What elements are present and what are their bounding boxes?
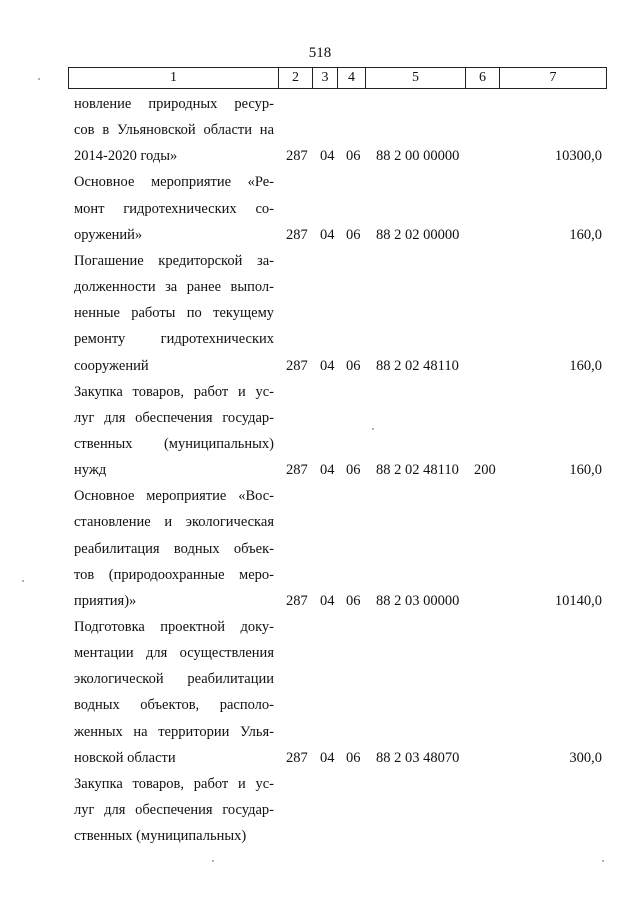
row-text-line: тов (природоохранные меро-	[74, 566, 274, 583]
row-cell-c2: 287	[286, 462, 308, 479]
row-text-line: ственных (муниципальных)	[74, 828, 247, 845]
header-col-2: 2	[279, 68, 313, 89]
row-cell-c5: 88 2 03 00000	[376, 592, 460, 609]
row-cell-c7: 10300,0	[554, 148, 602, 165]
page-number: 518	[308, 45, 332, 61]
row-cell-c4: 06	[346, 592, 361, 609]
row-text-line: женных на территории Улья-	[74, 723, 274, 740]
scan-speck	[602, 860, 604, 862]
row-cell-c2: 287	[286, 357, 308, 374]
row-cell-c7: 160,0	[569, 462, 602, 479]
row-text-line: луг для обеспечения государ-	[74, 409, 274, 426]
row-text-line: реабилитация водных объек-	[74, 540, 274, 557]
row-text-line: 2014-2020 годы»	[74, 148, 178, 165]
scan-speck	[38, 78, 40, 80]
row-text-line: сов в Ульяновской области на	[74, 122, 274, 139]
row-text-line: долженности за ранее выпол-	[74, 279, 274, 296]
row-text-line: новской области	[74, 749, 176, 766]
row-cell-c5: 88 2 02 48110	[376, 357, 459, 374]
row-text-line: сооружений	[74, 357, 149, 374]
row-text-line: ненные работы по текущему	[74, 305, 274, 322]
row-cell-c3: 04	[320, 148, 335, 165]
row-cell-c7: 10140,0	[554, 592, 602, 609]
header-col-3: 3	[313, 68, 338, 89]
row-cell-c7: 160,0	[569, 226, 602, 243]
row-cell-c5: 88 2 02 00000	[376, 226, 460, 243]
row-text-line: Закупка товаров, работ и ус-	[74, 775, 274, 792]
row-text-line: Закупка товаров, работ и ус-	[74, 383, 274, 400]
row-text-line: ремонту гидротехнических	[74, 331, 274, 348]
row-text-line: Основное мероприятие «Ре-	[74, 174, 274, 191]
row-text-line: приятия)»	[74, 592, 137, 609]
row-cell-c2: 287	[286, 226, 308, 243]
row-cell-c4: 06	[346, 226, 361, 243]
header-col-6: 6	[466, 68, 500, 89]
scan-speck	[372, 428, 374, 430]
row-text-line: оружений»	[74, 226, 143, 243]
header-col-5: 5	[366, 68, 466, 89]
row-cell-c7: 300,0	[569, 749, 602, 766]
row-text-line: ственных (муниципальных)	[74, 435, 274, 452]
row-cell-c6: 200	[474, 462, 496, 479]
row-cell-c2: 287	[286, 749, 308, 766]
row-cell-c4: 06	[346, 357, 361, 374]
row-text-line: Подготовка проектной доку-	[74, 619, 274, 635]
row-text-line: Основное мероприятие «Вос-	[74, 488, 274, 505]
row-text-line: луг для обеспечения государ-	[74, 802, 274, 819]
header-col-1: 1	[69, 68, 279, 89]
row-cell-c5: 88 2 02 48110	[376, 462, 459, 479]
header-col-7: 7	[500, 68, 607, 89]
scan-speck	[22, 580, 24, 582]
row-text-line: новление природных ресур-	[74, 96, 274, 112]
row-cell-c4: 06	[346, 462, 361, 479]
row-cell-c3: 04	[320, 357, 335, 374]
row-cell-c5: 88 2 03 48070	[376, 749, 460, 766]
row-text-line: нужд	[74, 462, 107, 479]
row-text-line: экологической реабилитации	[74, 671, 274, 688]
row-text-line: ментации для осуществления	[74, 645, 274, 662]
row-text-line: становление и экологическая	[74, 514, 274, 531]
row-cell-c3: 04	[320, 592, 335, 609]
header-col-4: 4	[338, 68, 366, 89]
row-cell-c3: 04	[320, 226, 335, 243]
row-text-line: водных объектов, располо-	[74, 697, 274, 714]
row-cell-c2: 287	[286, 148, 308, 165]
row-cell-c2: 287	[286, 592, 308, 609]
row-cell-c4: 06	[346, 148, 361, 165]
row-text-line: Погашение кредиторской за-	[74, 252, 274, 269]
row-cell-c3: 04	[320, 462, 335, 479]
row-cell-c5: 88 2 00 00000	[376, 148, 460, 165]
row-cell-c7: 160,0	[569, 357, 602, 374]
row-text-line: монт гидротехнических со-	[74, 200, 274, 217]
row-cell-c4: 06	[346, 749, 361, 766]
row-cell-c3: 04	[320, 749, 335, 766]
scan-speck	[212, 860, 214, 862]
